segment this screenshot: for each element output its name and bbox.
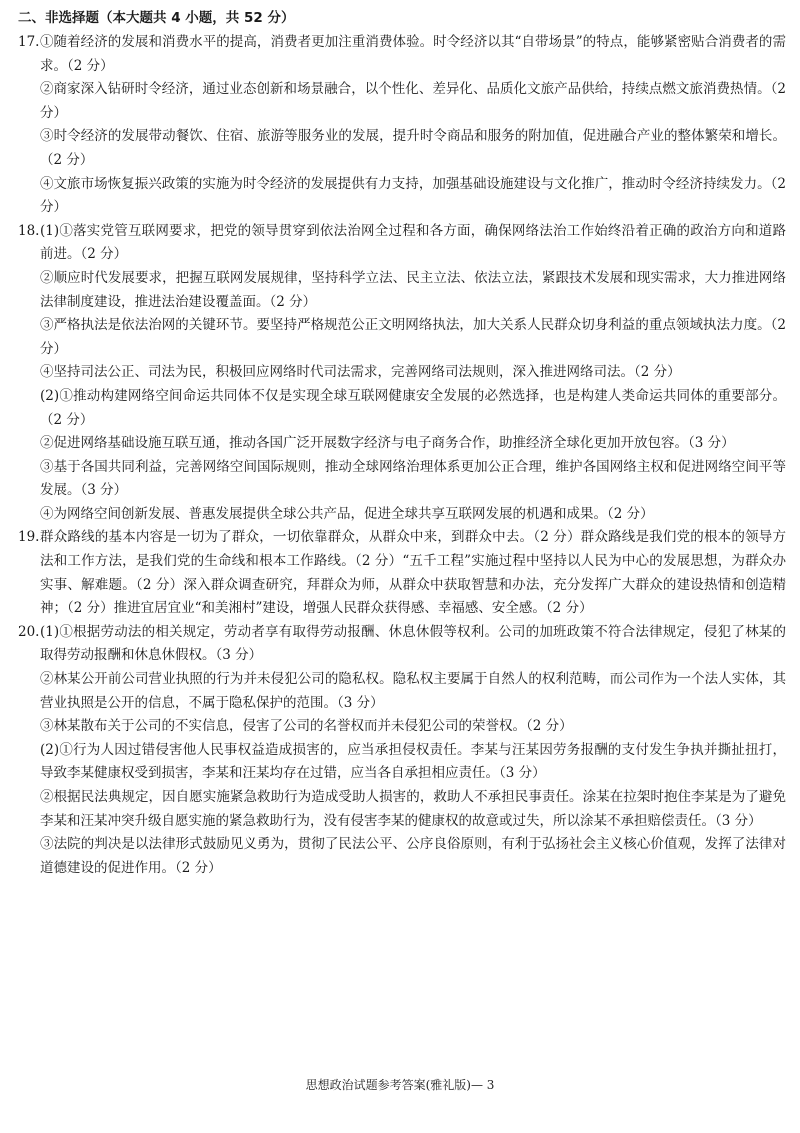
answer-point: 群众路线的基本内容是一切为了群众，一切依靠群众，从群众中来，到群众中去。（2 分）群众路线是我们党的根本的领导方法和工作方法，是我们党的生命线和根本工作路线。（2 分）“五千工程”实施过程中坚持以人民为中心的发展思想，为群众办实事、解难题。（2 分）深入群众调查研究，拜群众为师，从群众中获取智慧和办法，充分发挥广大群众的建设热情和创造精神；（2 分）推进宜居宜业“和美湘村”建设，增强人民群众获得感、幸福感、安全感。（2 分） — [40, 529, 786, 617]
answer-point: ④文旅市场恢复振兴政策的实施为时令经济的发展提供有力支持，加强基础设施建设与文化推广，推动时令经济持续发力。（2 分） — [40, 175, 786, 216]
answer-point: ②商家深入钻研时令经济，通过业态创新和场景融合，以个性化、差异化、品质化文旅产品供给，持续点燃文旅消费热情。（2 分） — [40, 81, 786, 121]
answer-point: ②根据民法典规定，因自愿实施紧急救助行为造成受助人损害的，救助人不承担民事责任。涂某在拉架时抱住李某是为了避免李某和汪某冲突升级自愿实施的紧急救助行为，没有侵害李某的健康权的故意或过失，所以涂某不承担赔偿责任。（3 分） — [40, 789, 786, 829]
question-number: 18. — [18, 222, 40, 239]
answer-point: ④为网络空间创新发展、普惠发展提供全球公共产品，促进全球共享互联网发展的机遇和成果。（2 分） — [40, 505, 654, 522]
question-number: 20. — [18, 623, 40, 640]
section-title: 二、非选择题（本大题共 4 小题，共 52 分） — [18, 10, 295, 26]
answer-point: ④坚持司法公正、司法为民，积极回应网络时代司法需求，完善网络司法规则，深入推进网络司法。（2 分） — [40, 364, 681, 381]
answer-point: (1)①落实党管互联网要求，把党的领导贯穿到依法治网全过程和各方面，确保网络法治工作始终沿着正确的政治方向和道路前进。（2 分） — [40, 222, 786, 263]
answer-point: (1)①根据劳动法的相关规定，劳动者享有取得劳动报酬、休息休假等权利。公司的加班政策不符合法律规定，侵犯了林某的取得劳动报酬和休息休假权。（3 分） — [40, 623, 786, 664]
question-body — [40, 526, 786, 620]
answer-point: ①随着经济的发展和消费水平的提高，消费者更加注重消费体验。时令经济以其“自带场景”的特点，能够紧密贴合消费者的需求。（2 分） — [40, 34, 786, 74]
answer-point: ③法院的判决是以法律形式鼓励见义勇为，贯彻了民法公平、公序良俗原则，有利于弘扬社会主义核心价值观，发挥了法律对道德建设的促进作用。（2 分） — [40, 836, 786, 876]
page-content — [18, 6, 786, 880]
answer-point: (2)①推动构建网络空间命运共同体不仅是实现全球互联网健康安全发展的必然选择，也是构建人类命运共同体的重要部分。（2 分） — [40, 387, 786, 428]
question-body — [40, 220, 786, 527]
answer-point: ②林某公开前公司营业执照的行为并未侵犯公司的隐私权。隐私权主要属于自然人的权利范畴，而公司作为一个法人实体，其营业执照是公开的信息，不属于隐私保护的范围。（3 分） — [40, 671, 786, 711]
answer-point: ③基于各国共同利益，完善网络空间国际规则，推动全球网络治理体系更加公正合理，维护各国网络主权和促进网络空间平等发展。（3 分） — [40, 458, 786, 499]
answer-point: (2)①行为人因过错侵害他人民事权益造成损害的，应当承担侵权责任。李某与汪某因劳务报酬的支付发生争执并撕扯扭打，导致李某健康权受到损害，李某和汪某均存在过错，应当各自承担相应责任。（3 分） — [40, 741, 786, 782]
question-number: 17. — [18, 34, 40, 50]
question-18 — [18, 220, 786, 527]
question-body — [40, 31, 786, 220]
question-19 — [18, 526, 786, 620]
question-number: 19. — [18, 529, 40, 546]
page-footer: 思想政治试题参考答案(雅礼版)— 3 — [305, 1078, 495, 1092]
question-17 — [18, 31, 786, 220]
answer-point: ③时令经济的发展带动餐饮、住宿、旅游等服务业的发展，提升时令商品和服务的附加值，促进融合产业的整体繁荣和增长。（2 分） — [40, 128, 786, 168]
answer-point: ③严格执法是依法治网的关键环节。要坚持严格规范公正文明网络执法，加大关系人民群众切身利益的重点领域执法力度。（2 分） — [40, 317, 786, 357]
answer-point: ③林某散布关于公司的不实信息，侵害了公司的名誉权而并未侵犯公司的荣誉权。（2 分） — [40, 718, 573, 735]
answer-point: ②顺应时代发展要求，把握互联网发展规律，坚持科学立法、民主立法、依法立法，紧跟技术发展和现实需求，大力推进网络法律制度建设，推进法治建设覆盖面。（2 分） — [40, 269, 786, 310]
question-body — [40, 621, 786, 881]
question-20 — [18, 621, 786, 881]
answer-point: ②促进网络基础设施互联互通，推动各国广泛开展数字经济与电子商务合作，助推经济全球化更加开放包容。（3 分） — [40, 435, 735, 452]
